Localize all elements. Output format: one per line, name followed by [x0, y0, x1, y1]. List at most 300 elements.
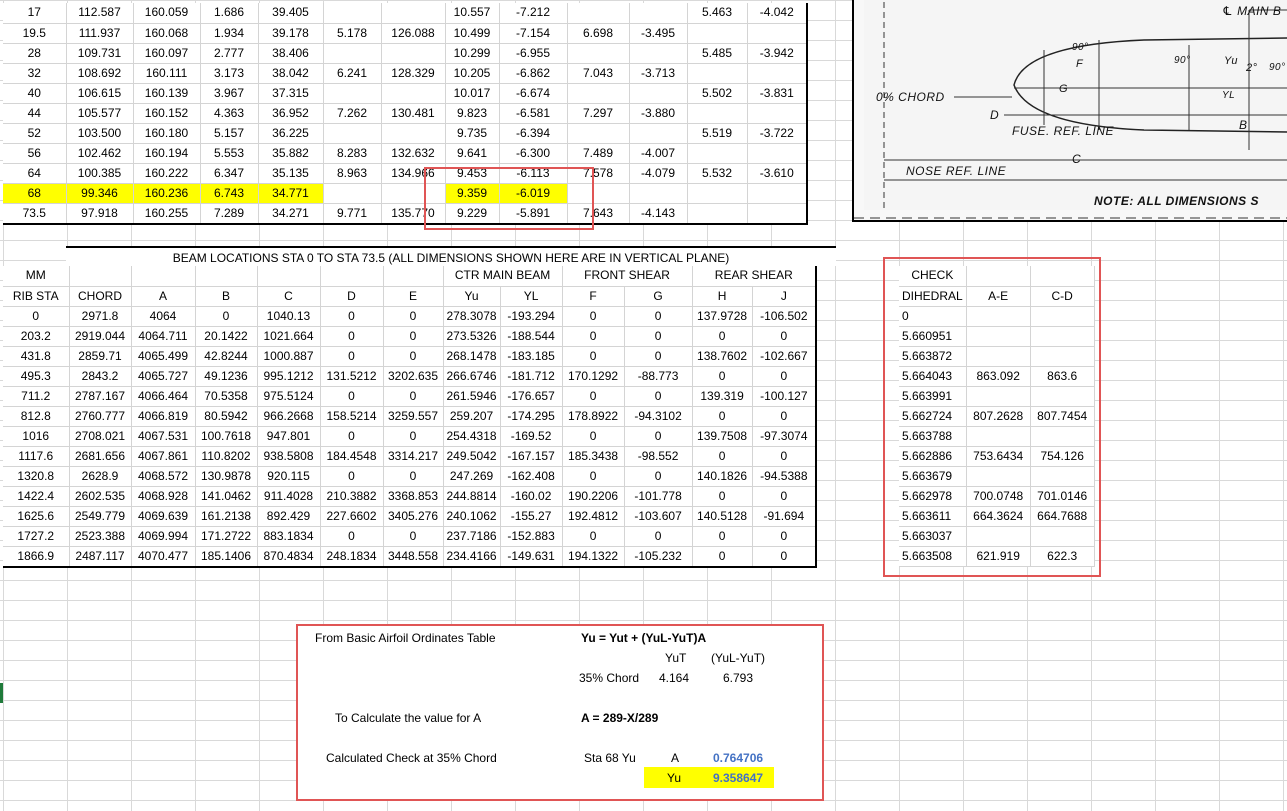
upper-cell[interactable]: 36.952	[258, 103, 323, 123]
column-header[interactable]: G	[624, 286, 692, 306]
beam-cell[interactable]: 911.4028	[257, 486, 320, 506]
upper-cell[interactable]: 17	[3, 3, 66, 23]
beam-cell[interactable]: 2971.8	[69, 306, 131, 326]
beam-cell[interactable]: 870.4834	[257, 546, 320, 567]
beam-cell[interactable]: -98.552	[624, 446, 692, 466]
upper-cell[interactable]: 3.967	[200, 83, 258, 103]
column-header[interactable]: RIB STA	[3, 286, 69, 306]
beam-cell[interactable]: 131.5212	[320, 366, 383, 386]
beam-cell[interactable]: 0	[624, 526, 692, 546]
beam-cell[interactable]: 3368.853	[383, 486, 443, 506]
upper-cell[interactable]	[747, 143, 807, 163]
beam-cell[interactable]: 0	[383, 306, 443, 326]
upper-cell[interactable]: -3.722	[747, 123, 807, 143]
beam-cell[interactable]: 100.7618	[195, 426, 257, 446]
beam-cell[interactable]: 203.2	[3, 326, 69, 346]
beam-cell[interactable]: 0	[624, 346, 692, 366]
column-header[interactable]: B	[195, 286, 257, 306]
beam-cell[interactable]: -91.694	[752, 506, 816, 526]
upper-cell[interactable]: -6.113	[499, 163, 567, 183]
upper-cell[interactable]: -3.831	[747, 83, 807, 103]
mm-header[interactable]: MM	[3, 266, 69, 286]
upper-cell[interactable]	[323, 83, 381, 103]
upper-cell[interactable]: 7.289	[200, 203, 258, 224]
beam-cell[interactable]: 3405.276	[383, 506, 443, 526]
upper-cell[interactable]: -4.007	[629, 143, 687, 163]
beam-cell[interactable]: 0	[752, 526, 816, 546]
beam-cell[interactable]: 2523.388	[69, 526, 131, 546]
beam-cell[interactable]: 227.6602	[320, 506, 383, 526]
beam-cell[interactable]: 0	[692, 546, 752, 567]
upper-cell[interactable]	[747, 103, 807, 123]
beam-cell[interactable]: 0	[3, 306, 69, 326]
upper-cell[interactable]: 38.406	[258, 43, 323, 63]
upper-cell[interactable]	[687, 23, 747, 43]
upper-cell[interactable]: 99.346	[66, 183, 133, 203]
upper-cell[interactable]: 102.462	[66, 143, 133, 163]
check-cell[interactable]: 700.0748	[966, 486, 1030, 506]
beam-cell[interactable]: 194.1322	[562, 546, 624, 567]
upper-cell[interactable]	[629, 123, 687, 143]
upper-cell[interactable]: 2.777	[200, 43, 258, 63]
upper-cell[interactable]: 6.347	[200, 163, 258, 183]
upper-cell[interactable]	[567, 123, 629, 143]
beam-cell[interactable]: -94.3102	[624, 406, 692, 426]
upper-cell[interactable]: 5.157	[200, 123, 258, 143]
upper-cell[interactable]	[687, 103, 747, 123]
column-header[interactable]: A	[131, 286, 195, 306]
beam-cell[interactable]: 0	[752, 326, 816, 346]
beam-cell[interactable]: 0	[320, 346, 383, 366]
beam-cell[interactable]: 4065.499	[131, 346, 195, 366]
upper-cell[interactable]	[747, 23, 807, 43]
beam-cell[interactable]: 2602.535	[69, 486, 131, 506]
upper-cell[interactable]	[629, 3, 687, 23]
upper-cell[interactable]: 160.180	[133, 123, 200, 143]
upper-cell[interactable]: 10.499	[445, 23, 499, 43]
upper-cell[interactable]: 64	[3, 163, 66, 183]
check-cell[interactable]: 863.6	[1030, 366, 1094, 386]
upper-cell[interactable]	[747, 183, 807, 203]
beam-cell[interactable]: 0	[692, 406, 752, 426]
beam-cell[interactable]: 3314.217	[383, 446, 443, 466]
upper-cell[interactable]	[567, 3, 629, 23]
beam-cell[interactable]: 0	[752, 366, 816, 386]
beam-cell[interactable]: 0	[562, 346, 624, 366]
beam-cell[interactable]: 1866.9	[3, 546, 69, 567]
beam-cell[interactable]: 141.0462	[195, 486, 257, 506]
upper-cell[interactable]: 9.229	[445, 203, 499, 224]
beam-cell[interactable]: 139.319	[692, 386, 752, 406]
upper-cell[interactable]	[323, 183, 381, 203]
upper-cell[interactable]: 97.918	[66, 203, 133, 224]
beam-cell[interactable]: -162.408	[500, 466, 562, 486]
check-cell[interactable]: 664.3624	[966, 506, 1030, 526]
beam-cell[interactable]: 4066.464	[131, 386, 195, 406]
upper-cell[interactable]: -6.955	[499, 43, 567, 63]
check-cell[interactable]: 754.126	[1030, 446, 1094, 466]
upper-cell[interactable]: 111.937	[66, 23, 133, 43]
upper-cell[interactable]: 39.405	[258, 3, 323, 23]
upper-cell[interactable]: 5.519	[687, 123, 747, 143]
check-cell[interactable]: 5.663788	[899, 426, 966, 446]
check-cell[interactable]: 5.663037	[899, 526, 966, 546]
check-cell[interactable]: 701.0146	[1030, 486, 1094, 506]
check-cell[interactable]: 807.7454	[1030, 406, 1094, 426]
empty-cell[interactable]	[1030, 266, 1094, 286]
check-cell[interactable]	[966, 306, 1030, 326]
rear-shear-header[interactable]: REAR SHEAR	[692, 266, 816, 286]
upper-cell[interactable]: 112.587	[66, 3, 133, 23]
beam-cell[interactable]: 0	[320, 386, 383, 406]
beam-cell[interactable]: 4065.727	[131, 366, 195, 386]
beam-cell[interactable]: 140.1826	[692, 466, 752, 486]
beam-cell[interactable]: 138.7602	[692, 346, 752, 366]
empty-cell[interactable]	[131, 266, 195, 286]
upper-cell[interactable]: 130.481	[381, 103, 445, 123]
upper-cell[interactable]: 56	[3, 143, 66, 163]
check-cell[interactable]	[966, 326, 1030, 346]
beam-cell[interactable]: 0	[692, 366, 752, 386]
beam-cell[interactable]: 80.5942	[195, 406, 257, 426]
check-cell[interactable]	[1030, 466, 1094, 486]
column-header[interactable]: CHORD	[69, 286, 131, 306]
upper-cell[interactable]: 68	[3, 183, 66, 203]
empty-cell[interactable]	[69, 266, 131, 286]
upper-cell[interactable]: 126.088	[381, 23, 445, 43]
upper-cell[interactable]: 160.236	[133, 183, 200, 203]
upper-cell[interactable]: 160.097	[133, 43, 200, 63]
upper-cell[interactable]: 37.315	[258, 83, 323, 103]
check-cell[interactable]: 753.6434	[966, 446, 1030, 466]
upper-cell[interactable]: 44	[3, 103, 66, 123]
beam-cell[interactable]: 158.5214	[320, 406, 383, 426]
upper-cell[interactable]: 134.966	[381, 163, 445, 183]
beam-cell[interactable]: 892.429	[257, 506, 320, 526]
upper-cell[interactable]: 103.500	[66, 123, 133, 143]
upper-cell[interactable]: 3.173	[200, 63, 258, 83]
upper-cell[interactable]	[629, 43, 687, 63]
beam-cell[interactable]: 268.1478	[443, 346, 500, 366]
beam-cell[interactable]: 140.5128	[692, 506, 752, 526]
beam-cell[interactable]: 1000.887	[257, 346, 320, 366]
beam-cell[interactable]: 3259.557	[383, 406, 443, 426]
check-cell[interactable]	[1030, 306, 1094, 326]
beam-cell[interactable]: 0	[752, 406, 816, 426]
beam-cell[interactable]: 4070.477	[131, 546, 195, 567]
beam-cell[interactable]: 4067.531	[131, 426, 195, 446]
upper-cell[interactable]: -4.079	[629, 163, 687, 183]
check-cell[interactable]	[966, 466, 1030, 486]
beam-cell[interactable]: 0	[692, 446, 752, 466]
beam-cell[interactable]: 4068.572	[131, 466, 195, 486]
upper-cell[interactable]: 7.578	[567, 163, 629, 183]
beam-cell[interactable]: -176.657	[500, 386, 562, 406]
upper-cell[interactable]	[747, 203, 807, 224]
upper-cell[interactable]: -3.880	[629, 103, 687, 123]
upper-cell[interactable]: 9.453	[445, 163, 499, 183]
check-cell[interactable]: 5.663679	[899, 466, 966, 486]
beam-cell[interactable]: 190.2206	[562, 486, 624, 506]
upper-cell[interactable]: 5.485	[687, 43, 747, 63]
beam-cell[interactable]: 0	[692, 526, 752, 546]
column-header[interactable]: H	[692, 286, 752, 306]
upper-cell[interactable]: 19.5	[3, 23, 66, 43]
beam-cell[interactable]: 1117.6	[3, 446, 69, 466]
column-header[interactable]: Yu	[443, 286, 500, 306]
check-cell[interactable]	[1030, 526, 1094, 546]
beam-cell[interactable]: 0	[195, 306, 257, 326]
upper-cell[interactable]: -6.394	[499, 123, 567, 143]
check-cell[interactable]: 5.664043	[899, 366, 966, 386]
upper-cell[interactable]	[381, 123, 445, 143]
upper-cell[interactable]: 9.359	[445, 183, 499, 203]
beam-cell[interactable]: -155.27	[500, 506, 562, 526]
upper-cell[interactable]: 39.178	[258, 23, 323, 43]
beam-cell[interactable]: 812.8	[3, 406, 69, 426]
beam-cell[interactable]: 210.3882	[320, 486, 383, 506]
beam-cell[interactable]: 248.1834	[320, 546, 383, 567]
beam-cell[interactable]: 49.1236	[195, 366, 257, 386]
column-header[interactable]: E	[383, 286, 443, 306]
check-cell[interactable]	[1030, 326, 1094, 346]
upper-cell[interactable]: 32	[3, 63, 66, 83]
beam-cell[interactable]: 249.5042	[443, 446, 500, 466]
upper-cell[interactable]: 132.632	[381, 143, 445, 163]
upper-cell[interactable]: 73.5	[3, 203, 66, 224]
beam-cell[interactable]: 0	[692, 326, 752, 346]
beam-cell[interactable]: 4069.639	[131, 506, 195, 526]
beam-cell[interactable]: -88.773	[624, 366, 692, 386]
beam-cell[interactable]: 192.4812	[562, 506, 624, 526]
upper-cell[interactable]	[381, 83, 445, 103]
beam-cell[interactable]: 975.5124	[257, 386, 320, 406]
upper-cell[interactable]	[381, 3, 445, 23]
beam-cell[interactable]: 259.207	[443, 406, 500, 426]
upper-cell[interactable]: 35.135	[258, 163, 323, 183]
beam-cell[interactable]: 0	[562, 306, 624, 326]
beam-cell[interactable]: 4069.994	[131, 526, 195, 546]
beam-cell[interactable]: 431.8	[3, 346, 69, 366]
beam-cell[interactable]: 966.2668	[257, 406, 320, 426]
check-cell[interactable]	[966, 526, 1030, 546]
upper-cell[interactable]	[323, 3, 381, 23]
beam-cell[interactable]: 1727.2	[3, 526, 69, 546]
beam-cell[interactable]: -103.607	[624, 506, 692, 526]
check-cell[interactable]: 621.919	[966, 546, 1030, 566]
beam-cell[interactable]: 273.5326	[443, 326, 500, 346]
beam-cell[interactable]: 171.2722	[195, 526, 257, 546]
beam-cell[interactable]: 2549.779	[69, 506, 131, 526]
upper-cell[interactable]: 6.698	[567, 23, 629, 43]
check-cell[interactable]: 5.662886	[899, 446, 966, 466]
upper-cell[interactable]: -6.300	[499, 143, 567, 163]
upper-cell[interactable]: 100.385	[66, 163, 133, 183]
check-cell[interactable]: 622.3	[1030, 546, 1094, 566]
empty-cell[interactable]	[257, 266, 320, 286]
column-header[interactable]: C	[257, 286, 320, 306]
upper-cell[interactable]	[567, 43, 629, 63]
upper-cell[interactable]: 7.262	[323, 103, 381, 123]
beam-cell[interactable]: -101.778	[624, 486, 692, 506]
upper-cell[interactable]: 160.111	[133, 63, 200, 83]
upper-cell[interactable]: 160.068	[133, 23, 200, 43]
upper-cell[interactable]	[687, 203, 747, 224]
upper-cell[interactable]: -3.495	[629, 23, 687, 43]
beam-cell[interactable]: -169.52	[500, 426, 562, 446]
upper-cell[interactable]: 7.643	[567, 203, 629, 224]
beam-cell[interactable]: 2708.021	[69, 426, 131, 446]
beam-cell[interactable]: 3448.558	[383, 546, 443, 567]
upper-cell[interactable]: 28	[3, 43, 66, 63]
beam-cell[interactable]: 0	[320, 306, 383, 326]
beam-cell[interactable]: 0	[624, 386, 692, 406]
upper-cell[interactable]: 135.770	[381, 203, 445, 224]
check-cell[interactable]	[966, 346, 1030, 366]
beam-cell[interactable]: 266.6746	[443, 366, 500, 386]
upper-cell[interactable]	[747, 63, 807, 83]
beam-cell[interactable]: 0	[320, 526, 383, 546]
beam-cell[interactable]: -193.294	[500, 306, 562, 326]
beam-cell[interactable]: 2859.71	[69, 346, 131, 366]
upper-cell[interactable]	[567, 83, 629, 103]
beam-cell[interactable]: -152.883	[500, 526, 562, 546]
beam-cell[interactable]: 2787.167	[69, 386, 131, 406]
beam-cell[interactable]: -106.502	[752, 306, 816, 326]
upper-cell[interactable]: -4.042	[747, 3, 807, 23]
column-header[interactable]: YL	[500, 286, 562, 306]
beam-cell[interactable]: 4064.711	[131, 326, 195, 346]
beam-cell[interactable]: 2919.044	[69, 326, 131, 346]
beam-cell[interactable]: 185.1406	[195, 546, 257, 567]
check-cell[interactable]	[1030, 346, 1094, 366]
upper-cell[interactable]	[687, 63, 747, 83]
upper-cell[interactable]: 40	[3, 83, 66, 103]
upper-cell[interactable]: 9.771	[323, 203, 381, 224]
beam-cell[interactable]: -94.5388	[752, 466, 816, 486]
beam-cell[interactable]: 0	[320, 426, 383, 446]
beam-cell[interactable]: 254.4318	[443, 426, 500, 446]
beam-cell[interactable]: 2628.9	[69, 466, 131, 486]
upper-cell[interactable]: 105.577	[66, 103, 133, 123]
upper-cell[interactable]: 160.194	[133, 143, 200, 163]
beam-cell[interactable]: 0	[383, 526, 443, 546]
beam-cell[interactable]: 2681.656	[69, 446, 131, 466]
beam-cell[interactable]: 178.8922	[562, 406, 624, 426]
upper-cell[interactable]: 5.463	[687, 3, 747, 23]
beam-cell[interactable]: 1625.6	[3, 506, 69, 526]
beam-cell[interactable]: 184.4548	[320, 446, 383, 466]
beam-cell[interactable]: 1021.664	[257, 326, 320, 346]
beam-cell[interactable]: 4067.861	[131, 446, 195, 466]
beam-cell[interactable]: 0	[752, 546, 816, 567]
beam-cell[interactable]: -97.3074	[752, 426, 816, 446]
upper-cell[interactable]: 7.043	[567, 63, 629, 83]
upper-cell[interactable]: 108.692	[66, 63, 133, 83]
beam-cell[interactable]: 495.3	[3, 366, 69, 386]
empty-cell[interactable]	[383, 266, 443, 286]
upper-cell[interactable]: -6.862	[499, 63, 567, 83]
front-shear-header[interactable]: FRONT SHEAR	[562, 266, 692, 286]
upper-cell[interactable]: 128.329	[381, 63, 445, 83]
beam-cell[interactable]: 2760.777	[69, 406, 131, 426]
beam-cell[interactable]: 995.1212	[257, 366, 320, 386]
upper-cell[interactable]: 106.615	[66, 83, 133, 103]
beam-cell[interactable]: 920.115	[257, 466, 320, 486]
beam-cell[interactable]: 0	[320, 326, 383, 346]
beam-cell[interactable]: 4066.819	[131, 406, 195, 426]
upper-cell[interactable]: 10.557	[445, 3, 499, 23]
check-cell[interactable]	[1030, 386, 1094, 406]
upper-cell[interactable]: 1.934	[200, 23, 258, 43]
upper-cell[interactable]: -6.581	[499, 103, 567, 123]
upper-cell[interactable]: 160.059	[133, 3, 200, 23]
upper-cell[interactable]: 1.686	[200, 3, 258, 23]
check-header[interactable]: DIHEDRAL	[899, 286, 966, 306]
beam-cell[interactable]: -102.667	[752, 346, 816, 366]
beam-cell[interactable]: 1422.4	[3, 486, 69, 506]
empty-cell[interactable]	[320, 266, 383, 286]
upper-cell[interactable]: 8.963	[323, 163, 381, 183]
check-title[interactable]: CHECK	[899, 266, 966, 286]
beam-cell[interactable]: 3202.635	[383, 366, 443, 386]
upper-cell[interactable]	[687, 183, 747, 203]
beam-cell[interactable]: 0	[624, 326, 692, 346]
upper-cell[interactable]: 52	[3, 123, 66, 143]
check-cell[interactable]: 5.663508	[899, 546, 966, 566]
beam-cell[interactable]: 0	[562, 526, 624, 546]
beam-cell[interactable]: 0	[562, 466, 624, 486]
upper-cell[interactable]: 6.241	[323, 63, 381, 83]
upper-cell[interactable]: 38.042	[258, 63, 323, 83]
beam-cell[interactable]: 247.269	[443, 466, 500, 486]
beam-cell[interactable]: 240.1062	[443, 506, 500, 526]
check-cell[interactable]: 5.663872	[899, 346, 966, 366]
beam-cell[interactable]: 234.4166	[443, 546, 500, 567]
upper-cell[interactable]: 160.222	[133, 163, 200, 183]
beam-cell[interactable]: 0	[562, 426, 624, 446]
beam-cell[interactable]: -183.185	[500, 346, 562, 366]
upper-cell[interactable]: 6.743	[200, 183, 258, 203]
beam-cell[interactable]: -100.127	[752, 386, 816, 406]
beam-cell[interactable]: 0	[752, 486, 816, 506]
beam-cell[interactable]: 20.1422	[195, 326, 257, 346]
upper-cell[interactable]: -7.154	[499, 23, 567, 43]
column-header[interactable]: D	[320, 286, 383, 306]
beam-cell[interactable]: 0	[624, 426, 692, 446]
upper-cell[interactable]: 7.489	[567, 143, 629, 163]
upper-cell[interactable]: 9.641	[445, 143, 499, 163]
check-cell[interactable]	[1030, 426, 1094, 446]
beam-cell[interactable]: 0	[624, 466, 692, 486]
upper-cell[interactable]: 34.271	[258, 203, 323, 224]
empty-cell[interactable]	[966, 266, 1030, 286]
beam-cell[interactable]: 137.9728	[692, 306, 752, 326]
upper-cell[interactable]: -3.713	[629, 63, 687, 83]
beam-cell[interactable]: 0	[383, 466, 443, 486]
beam-cell[interactable]: 0	[562, 326, 624, 346]
check-cell[interactable]: 5.660951	[899, 326, 966, 346]
upper-cell[interactable]: 35.882	[258, 143, 323, 163]
upper-cell[interactable]	[381, 43, 445, 63]
beam-cell[interactable]: 139.7508	[692, 426, 752, 446]
upper-cell[interactable]	[629, 83, 687, 103]
beam-cell[interactable]: 2487.117	[69, 546, 131, 567]
check-cell[interactable]	[966, 386, 1030, 406]
upper-cell[interactable]	[687, 143, 747, 163]
upper-cell[interactable]: 10.205	[445, 63, 499, 83]
upper-cell[interactable]: 8.283	[323, 143, 381, 163]
